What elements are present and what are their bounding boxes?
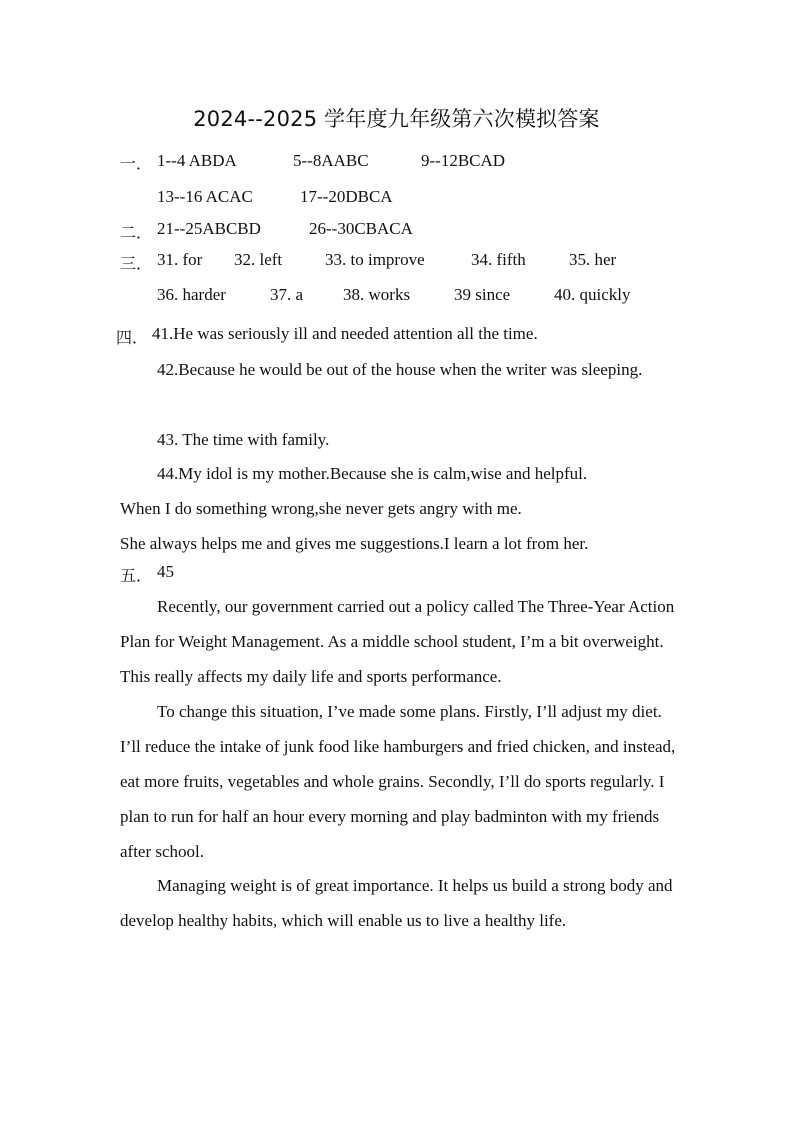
page-title: 2024--2025 学年度九年级第六次模拟答案	[193, 107, 600, 131]
section-2-label: 二．	[120, 223, 153, 242]
answer-item: 33. to improve	[325, 250, 425, 269]
answer-item: 34. fifth	[471, 250, 526, 269]
answer-item: 37. a	[270, 285, 304, 304]
section-5-label: 五．	[120, 566, 153, 585]
answer-item: 26--30CBACA	[309, 219, 413, 238]
essay-paragraph-3-text: Managing weight is of great importance. It helps us build a strong body and develop healthy habits, which will enable us to live a healthy life.	[120, 876, 673, 930]
answer-item: 36. harder	[157, 285, 226, 304]
answer-44-line-2: When I do something wrong,she never gets angry with me.	[120, 499, 522, 518]
section-3-label: 三．	[120, 254, 153, 273]
answer-42	[120, 352, 676, 387]
answer-44-line-3: She always helps me and gives me suggestions.I learn a lot from her.	[120, 534, 589, 553]
answer-item: 13--16 ACAC	[157, 187, 253, 206]
essay-paragraph-1	[120, 589, 676, 694]
essay-paragraph-1-text: Recently, our government carried out a policy called The Three-Year Action Plan for Weight Management. As a middle school student, I’m a bit overweight. This really affects my daily life and sports performance.	[120, 597, 675, 686]
answer-item: 32. left	[234, 250, 283, 269]
answer-42-text: 42.Because he would be out of the house when the writer was sleeping.	[157, 360, 643, 379]
answer-item: 40. quickly	[554, 285, 631, 304]
answer-43: 43. The time with family.	[157, 430, 330, 449]
essay-paragraph-2-text: To change this situation, I’ve made some plans. Firstly, I’ll adjust my diet. I’ll reduce the intake of junk food like hamburgers and fried chicken, and instead, eat more fruits, vegetables and whole grains. Secondly, I’ll do sports regularly. I plan to run for half an hour every morning and play badminton with my friends after school.	[120, 702, 676, 861]
answer-44-line-1: 44.My idol is my mother.Because she is calm,wise and helpful.	[157, 464, 588, 483]
answer-item: 35. her	[569, 250, 617, 269]
answer-item: 31. for	[157, 250, 203, 269]
answer-item: 38. works	[343, 285, 411, 304]
question-number: 45	[157, 562, 174, 581]
section-4-label: 四．	[116, 328, 149, 347]
essay-paragraph-3	[120, 868, 676, 938]
section-1-label: 一．	[120, 154, 153, 173]
essay-paragraph-2	[120, 694, 676, 869]
answer-41: 41.He was seriously ill and needed attention all the time.	[152, 324, 538, 343]
answer-item: 39 since	[454, 285, 511, 304]
answer-item: 1--4 ABDA	[157, 151, 237, 170]
answer-item: 9--12BCAD	[421, 151, 506, 170]
answer-item: 5--8AABC	[293, 151, 369, 170]
answer-item: 21--25ABCBD	[157, 219, 261, 238]
answer-item: 17--20DBCA	[300, 187, 393, 206]
